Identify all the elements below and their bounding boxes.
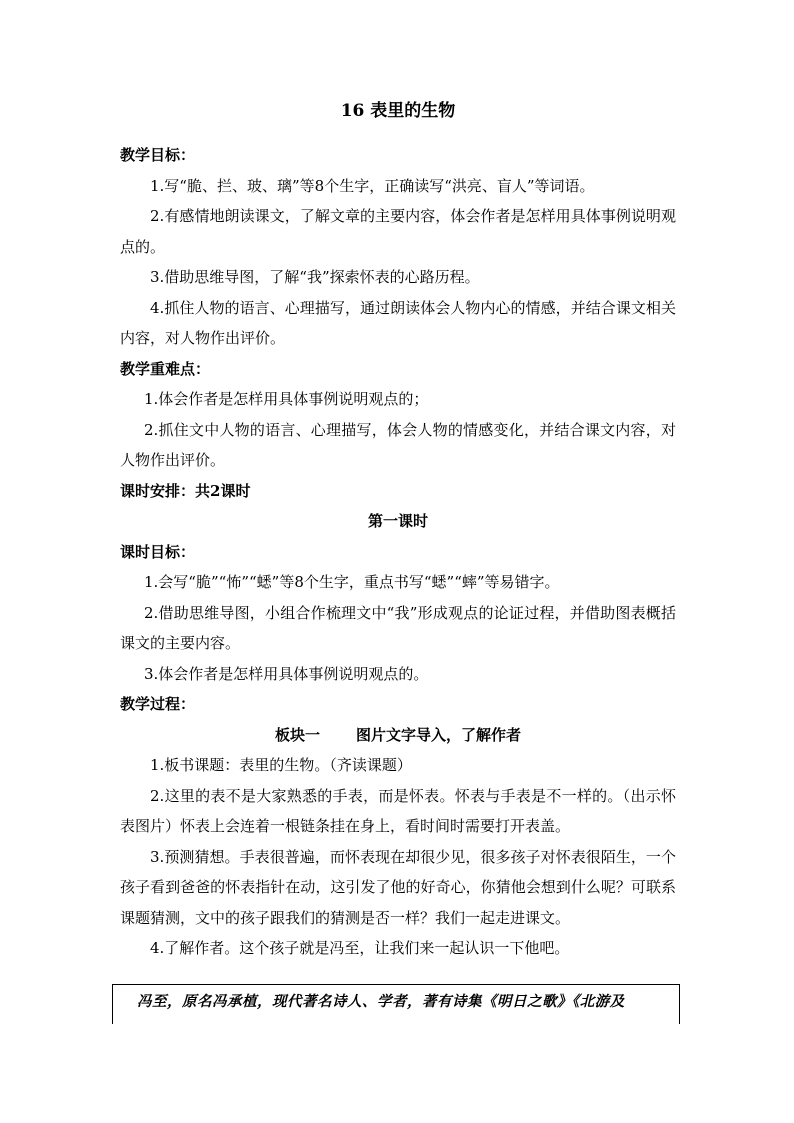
heading-schedule: 课时安排：共2课时: [120, 481, 251, 500]
key-point-2: 2.抓住文中人物的语言、心理描写，体会人物的情感变化，并结合课文内容，对人物作出评价。: [120, 420, 676, 469]
process-step-3: 3.预测猜想。手表很普遍，而怀表现在却很少见，很多孩子对怀表很陌生，一个孩子看到爸爸的怀表指针在动，这引发了他的好奇心，你猜他会想到什么呢？可联系课题猜测，文中的孩子跟我们的猜测是否一样？我们一起走进课文。: [120, 847, 676, 927]
lesson-one-heading: 第一课时: [367, 512, 428, 530]
objective-3: 3.借助思维导图，了解“我”探索怀表的心路历程。: [150, 268, 480, 286]
heading-lesson-goals: 课时目标：: [120, 542, 196, 561]
block-one-label: 板块一: [274, 725, 320, 744]
heading-objectives: 教学目标：: [120, 146, 196, 164]
heading-process: 教学过程：: [120, 695, 196, 713]
heading-key-points: 教学重难点：: [120, 359, 211, 378]
process-step-1: 1.板书课题：表里的生物。（齐读课题）: [150, 756, 412, 774]
objective-1: 1.写“脆、拦、玻、璃”等8个生字，正确读写“洪亮、盲人”等词语。: [150, 176, 595, 195]
objective-2: 2.有感情地朗读课文，了解文章的主要内容，体会作者是怎样用具体事例说明观点的。: [120, 207, 676, 256]
block-one-title: [120, 720, 676, 751]
objective-4: 4.抓住人物的语言、心理描写，通过朗读体会人物内心的情感，并结合课文相关内容，对人物作出评价。: [120, 298, 676, 347]
process-step-2: 2.这里的表不是大家熟悉的手表，而是怀表。怀表与手表是不一样的。（出示怀表图片）怀表上会连着一根链条挂在身上，看时间时需要打开表盖。: [120, 786, 676, 835]
author-info-text: 冯至，原名冯承植，现代著名诗人、学者，著有诗集《明日之歌》《北游及: [137, 993, 625, 1010]
document-body: [120, 96, 676, 964]
lesson-goal-3: 3.体会作者是怎样用具体事例说明观点的。: [144, 664, 429, 683]
process-step-4: 4.了解作者。这个孩子就是冯至，让我们来一起认识一下他吧。: [150, 939, 570, 957]
lesson-goal-2: 2.借助思维导图，小组合作梳理文中“我”形成观点的论证过程，并借助图表概括课文的主要内容。: [120, 603, 676, 652]
block-one-subtitle: 图片文字导入，了解作者: [356, 725, 522, 744]
author-info-box: [112, 984, 680, 1024]
document-title: 16 表里的生物: [340, 101, 456, 121]
key-point-1: 1.体会作者是怎样用具体事例说明观点的；: [144, 390, 429, 408]
lesson-goal-1: 1.会写“脆”“怖”“蟋”等8个生字，重点书写“蟋”“蟀”等易错字。: [144, 573, 560, 591]
